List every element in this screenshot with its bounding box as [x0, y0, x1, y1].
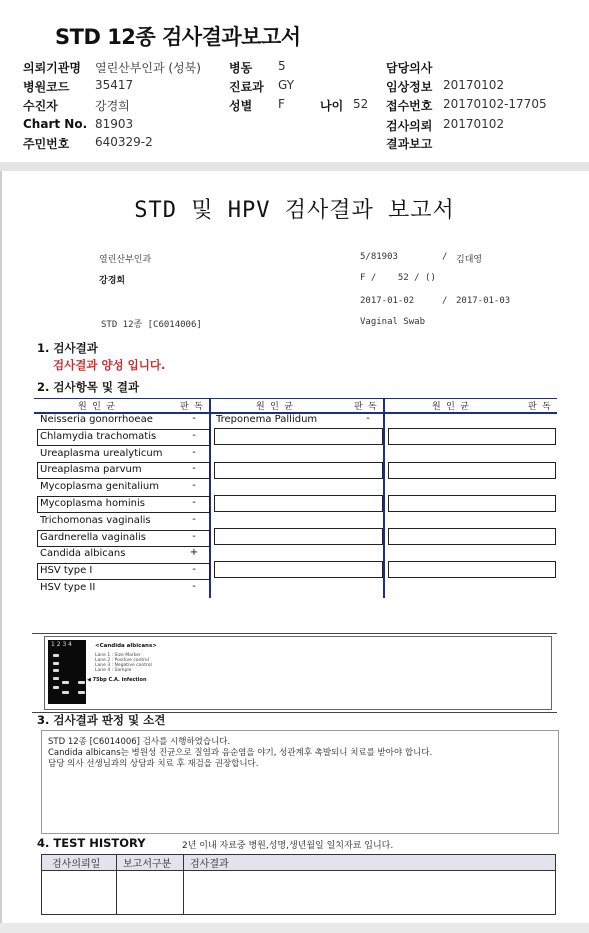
header-value: 81903 [95, 117, 134, 131]
organism-name: Gardnerella vaginalis [40, 532, 146, 543]
header-value: F [278, 97, 285, 111]
test-name: STD 12종 [C6014006] [101, 320, 202, 330]
gel-band [53, 669, 59, 672]
header-value: 35417 [95, 78, 134, 92]
empty-result-box [388, 561, 556, 578]
gel-band [53, 662, 59, 665]
date-from: 2017-01-02 [360, 296, 415, 306]
specimen: Vaginal Swab [360, 317, 426, 327]
chart-id: 5/81903 [360, 252, 398, 262]
col-header-result-3: 판 독 [528, 402, 551, 412]
empty-result-box [388, 462, 556, 479]
page-separator [0, 162, 589, 171]
section-4-heading: 4. TEST HISTORY [37, 836, 146, 850]
gel-title: <Candida albicans> [95, 643, 157, 649]
header-label: 진료과 [229, 80, 264, 94]
header-value: 5 [278, 59, 286, 73]
section-1-heading: 1. 검사결과 [37, 341, 98, 355]
organism-result: - [192, 514, 196, 525]
header-label: 임상정보 [386, 80, 433, 94]
organism-name: Candida albicans [40, 548, 126, 559]
history-col-request-date: 검사의뢰일 [52, 859, 101, 870]
col2-item-name: Treponema Pallidum [216, 414, 318, 425]
organism-result: - [192, 430, 196, 441]
empty-result-box [214, 495, 383, 512]
patient-name: 강경희 [99, 276, 126, 286]
empty-result-box [214, 428, 383, 445]
empty-result-box [388, 528, 556, 545]
header-value: 20170102-17705 [443, 97, 547, 111]
organism-name: HSV type I [40, 565, 93, 576]
empty-result-box [214, 561, 383, 578]
page-edge [0, 171, 2, 923]
header-label: 병동 [229, 61, 253, 75]
gel-band [53, 677, 59, 680]
header-label: 나이 [320, 99, 344, 113]
result-summary: 검사결과 양성 입니다. [53, 358, 166, 372]
gel-legend [95, 653, 152, 673]
gel-legend-line: Lane 1 : Size Marker [95, 653, 141, 658]
header-label: 검사의뢰 [386, 119, 433, 133]
history-col-report-type: 보고서구분 [123, 859, 172, 870]
organism-result: - [192, 497, 196, 508]
opinion-line-1: STD 12종 [C6014006] 검사를 시행하였습니다. [48, 737, 231, 747]
col-header-item-3: 원 인 균 [432, 402, 469, 412]
header-label: 성별 [229, 99, 253, 113]
gel-legend-line: Lane 2 : Positive control [95, 658, 149, 663]
col-header-item-2: 원 인 균 [256, 402, 293, 412]
organism-result: - [192, 463, 196, 474]
header-value: 열린산부인과 (성북) [95, 61, 201, 75]
date-to: 2017-01-03 [456, 296, 511, 306]
organism-result: - [192, 564, 196, 575]
header-label: 접수번호 [386, 99, 433, 113]
history-table-body [41, 869, 556, 915]
gel-top-rule [32, 633, 557, 634]
empty-result-box [388, 495, 556, 512]
opinion-line-3: 담당 의사 선생님과의 상담과 치료 후 재검을 권장합니다. [48, 759, 259, 769]
gel-marker-label: ◀ 75bp C.A. infection [87, 677, 147, 683]
report-title: STD 및 HPV 검사결과 보고서 [134, 198, 455, 223]
gel-electrophoresis-panel [44, 636, 552, 710]
gel-image [48, 640, 86, 704]
gel-band [53, 686, 59, 689]
gel-band [62, 691, 69, 694]
gel-legend-line: Lane 3 : Negative control [95, 663, 152, 668]
header-label: 수진자 [23, 99, 58, 113]
table-divider-2 [383, 398, 385, 598]
header-value: 20170102 [443, 78, 505, 92]
empty-result-box [388, 428, 556, 445]
organism-result: - [192, 480, 196, 491]
header-value: GY [278, 78, 295, 92]
doctor-name: 김대영 [456, 255, 483, 265]
table-header [34, 398, 557, 414]
gel-lane-numbers: 1 2 3 4 [51, 641, 72, 648]
organism-result: - [192, 447, 196, 458]
organism-name: Ureaplasma urealyticum [40, 448, 163, 459]
opinion-line-2: Candida albicans는 병원성 진균으로 질염과 음순염을 야기, 성관계후 촉발되니 치료를 받아야 합니다. [48, 748, 433, 758]
gel-band [53, 654, 59, 657]
organism-result: - [192, 413, 196, 424]
organism-name: Mycoplasma hominis [40, 498, 145, 509]
gel-band [78, 681, 85, 684]
header-label: 의뢰기관명 [23, 61, 81, 75]
slash-2: / [442, 296, 448, 306]
col-header-result-2: 판 독 [354, 402, 377, 412]
organism-name: Chlamydia trachomatis [40, 431, 157, 442]
header-value: 640329-2 [95, 135, 153, 149]
organism-name: Neisseria gonorrhoeae [40, 414, 153, 425]
header-label: 병원코드 [23, 80, 70, 94]
section-3-heading: 3. 검사결과 판정 및 소견 [37, 713, 166, 727]
header-label: 주민번호 [23, 137, 70, 151]
history-col-result: 검사결과 [190, 859, 229, 870]
organism-name: Mycoplasma genitalium [40, 481, 159, 492]
history-col-divider [183, 854, 184, 914]
slash-1: / [442, 252, 448, 262]
col-header-result-1: 판 독 [180, 402, 203, 412]
organism-name: HSV type II [40, 582, 96, 593]
gel-band [62, 681, 69, 684]
organism-result: - [192, 531, 196, 542]
page-bottom-band [0, 923, 589, 933]
organism-name: Ureaplasma parvum [40, 464, 142, 475]
header-value: 강경희 [95, 99, 130, 113]
header-label: 결과보고 [386, 137, 433, 151]
header-value: 52 [353, 97, 369, 111]
header-label: Chart No. [23, 117, 88, 131]
col-header-item-1: 원 인 균 [78, 402, 115, 412]
empty-result-box [214, 528, 383, 545]
header-label: 담당의사 [386, 61, 433, 75]
organism-result: + [189, 547, 199, 558]
sex-age: F / 52 / () [360, 273, 436, 283]
organism-result: - [192, 581, 196, 592]
opinion-box [41, 730, 559, 834]
organism-name: Trichomonas vaginalis [40, 515, 151, 526]
gel-band [78, 691, 85, 694]
history-note: 2년 이내 자료중 병원,성명,생년월일 일치자료 입니다. [182, 841, 394, 851]
section-2-heading: 2. 검사항목 및 결과 [37, 380, 140, 394]
report-header-title: STD 12종 검사결과보고서 [55, 25, 301, 49]
history-col-divider [116, 854, 117, 914]
clinic-name: 열린산부인과 [99, 255, 152, 265]
col2-item-result: - [366, 413, 370, 424]
gel-legend-line: Lane 4 : Sample [95, 668, 132, 673]
empty-result-box [214, 462, 383, 479]
header-value: 20170102 [443, 117, 505, 131]
